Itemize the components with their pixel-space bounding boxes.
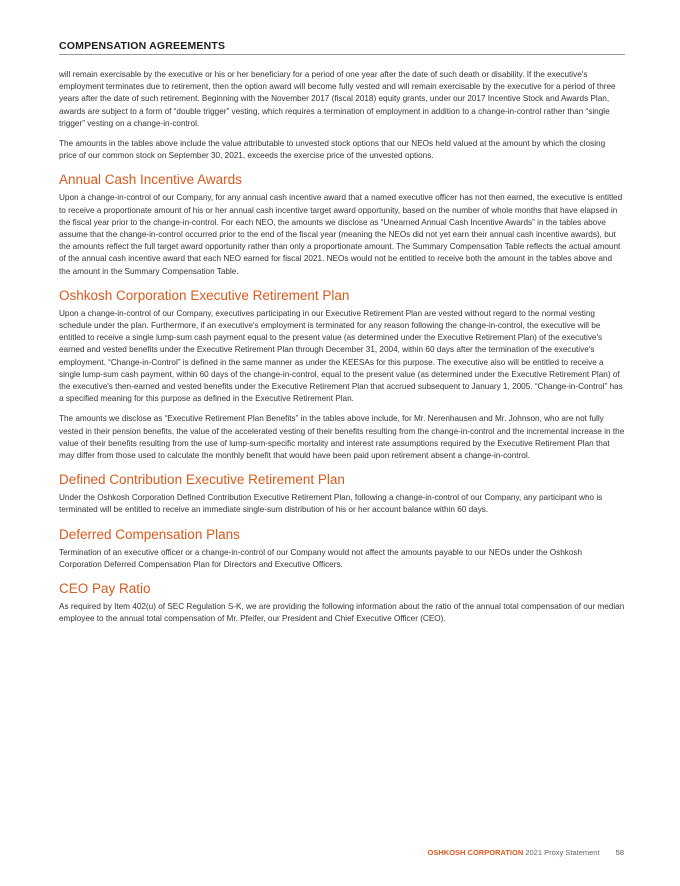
section-ceo-pay-ratio [59,581,625,625]
footer-brand: OSHKOSH CORPORATION [427,848,524,857]
section-paragraph: Under the Oshkosh Corporation Defined Contribution Executive Retirement Plan, following a change-in-control of our Company, any participant who is terminated will be entitled to receive an immediate single-sum distribution of his or her account balance within 60 days. [59,493,603,515]
section-heading: CEO Pay Ratio [59,581,151,597]
footer-doc-title: 2021 Proxy Statement [525,848,600,857]
section-deferred-compensation-plans [59,527,625,571]
section-defined-contribution-plan [59,472,625,516]
intro-paragraph-2: The amounts in the tables above include the value attributable to unvested stock options that our NEOs held valued at the amount by which the closing price of our common stock on September 30, 2021, exceeds the exercise price of the unvested options. [59,139,606,161]
page-number: 58 [615,848,624,857]
section-annual-cash-incentive-awards [59,172,625,277]
section-heading: Oshkosh Corporation Executive Retirement Plan [59,287,350,303]
document-content [59,69,625,634]
section-executive-retirement-plan [59,288,625,462]
section-paragraph: Upon a change-in-control of our Company, executives participating in our Executive Retirement Plan are vested without regard to the normal vesting schedule under the plan. Furthermore, if an executive's employment is terminated for any reason following the change-in-control, the executive will be entitled to receive a single lump-sum cash payment equal to the present value (as determined under the Executive Retirement Plan) of the executive's earned and vested benefits under the Executive Retirement Plan through December 31, 2004, within 60 days after the termination of the executive's employment. “Change-in-Control” is defined in the same manner as under the KEESAs for this purpose. The executive also will be entitled to receive a single lump-sum cash payment, within 60 days of the change-in-control, equal to the present value (as determined under the Executive Retirement Plan) of the executive's then-earned and vested benefits under the Executive Retirement Plan that accrued subsequent to January 1, 2005. “Change-in-Control” has a specified meaning for this purpose as defined in the Executive Retirement Plan. [59,308,623,404]
intro-paragraph-1: will remain exercisable by the executive or his or her beneficiary for a period of one year after the date of such death or disability. If the executive's employment terminates due to retirement, then the option award will become fully vested and will remain exercisable by the executive for a period of three years after the date of such retirement. Beginning with the November 2017 (fiscal 2018) equity grants, under our 2017 Incentive Stock and Awards Plan, awards are subject to a form of “double trigger” vesting, which requires a termination of employment in addition to a change-in-control rather than “single trigger” vesting on a change-in-control. [59,70,616,128]
section-heading: Deferred Compensation Plans [59,526,240,542]
section-paragraph: As required by Item 402(u) of SEC Regulation S-K, we are providing the following information about the ratio of the annual total compensation of our median employee to the annual total compensation of Mr. Pfeifer, our President and Chief Executive Officer (CEO). [59,602,625,624]
section-paragraph: The amounts we disclose as “Executive Retirement Plan Benefits” in the tables above include, for Mr. Nerenhausen and Mr. Johnson, who are not fully vested in their pension benefits, the value of the accelerated vesting of their benefits resulting from the change-in-control and the incremental increase in the value of their benefits resulting from the use of lump-sum-specific mortality and interest rate assumptions required by the Executive Retirement Plan that may differ from those used to calculate the monthly benefit that would have been paid upon retirement absent a change-in-control. [59,414,625,461]
section-paragraph: Termination of an executive officer or a change-in-control of our Company would not affect the amounts payable to our NEOs under the Oshkosh Corporation Deferred Compensation Plan for Directors and Executive Officers. [59,547,583,569]
header-divider [59,54,625,55]
page-header-title: COMPENSATION AGREEMENTS [59,40,226,52]
section-heading: Defined Contribution Executive Retirement Plan [59,472,345,488]
section-heading: Annual Cash Incentive Awards [59,172,242,188]
page-footer [428,848,624,857]
section-paragraph: Upon a change-in-control of our Company, for any annual cash incentive award that a named executive officer has not then earned, the executive is entitled to receive a proportionate amount of his or her annual cash incentive target award opportunity, based on the number of whole months that have elapsed in the fiscal year prior to the change-in-control. For each NEO, the amounts we disclose as “Unearned Annual Cash Incentive Awards” in the tables above assume that the change-in-control occurred prior to the end of the fiscal year (meaning the NEOs did not yet earn their annual cash incentive awards), but the amounts reflect the full target award opportunity rather than only a proportionate amount. The Summary Compensation Table reflects the actual amount of the annual cash incentive award that each NEO earned for fiscal 2021. NEOs would not be entitled to receive both the amount in the tables above and the amount in the Summary Compensation Table. [59,193,623,276]
